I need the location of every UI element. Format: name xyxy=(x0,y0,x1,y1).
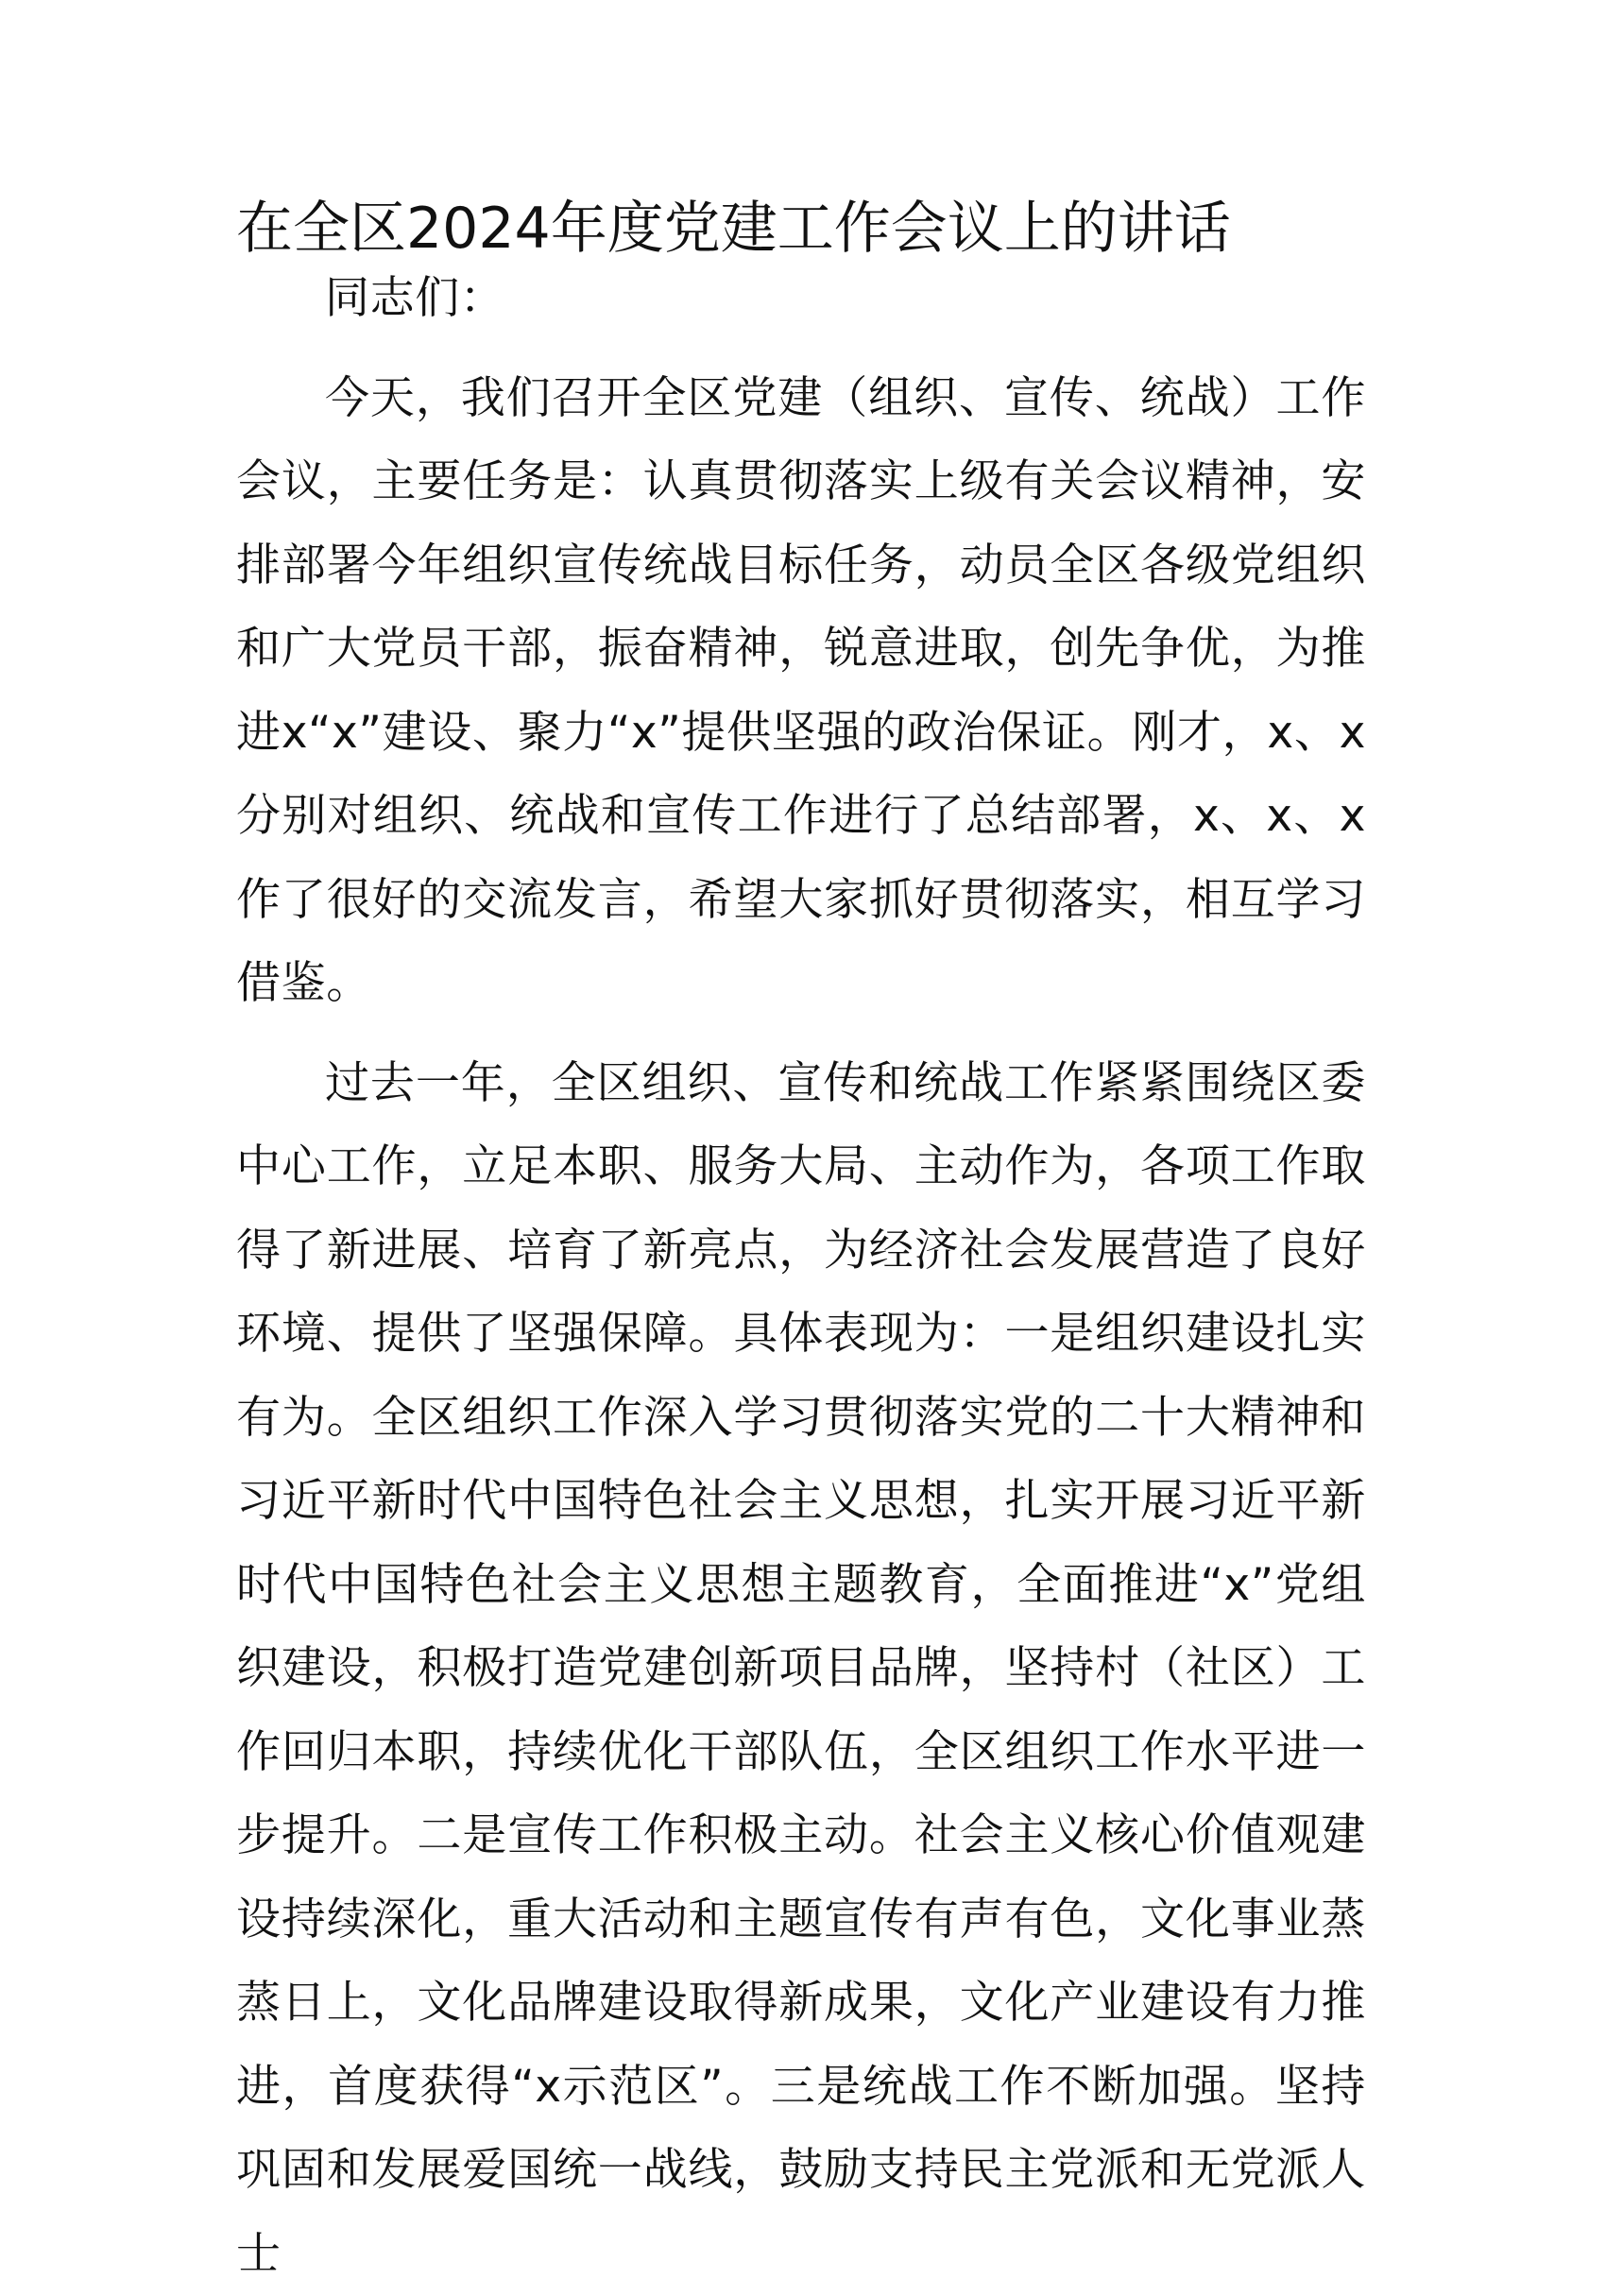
document-body xyxy=(236,257,1366,2296)
document-title: 在全区2024年度党建工作会议上的讲话 xyxy=(236,191,1370,266)
paragraph-2: 过去一年，全区组织、宣传和统战工作紧紧围绕区委中心工作，立足本职、服务大局、主动作为，各项工作取得了新进展、培育了新亮点，为经济社会发展营造了良好环境、提供了坚强保障。具体表现为：一是组织建设扎实有为。全区组织工作深入学习贯彻落实党的二十大精神和习近平新时代中国特色社会主义思想，扎实开展习近平新时代中国特色社会主义思想主题教育，全面推进“x”党组织建设，积极打造党建创新项目品牌，坚持村（社区）工作回归本职，持续优化干部队伍，全区组织工作水平进一步提升。二是宣传工作积极主动。社会主义核心价值观建设持续深化，重大活动和主题宣传有声有色，文化事业蒸蒸日上，文化品牌建设取得新成果，文化产业建设有力推进，首度获得“x示范区”。三是统战工作不断加强。坚持巩固和发展爱国统一战线，鼓励支持民主党派和无党派人士 xyxy=(236,1042,1366,2296)
paragraph-1: 今天，我们召开全区党建（组织、宣传、统战）工作会议，主要任务是：认真贯彻落实上级有关会议精神，安排部署今年组织宣传统战目标任务，动员全区各级党组织和广大党员干部，振奋精神，锐意进取，创先争优，为推进x“x”建设、聚力“x”提供坚强的政治保证。刚才，x、x分别对组织、统战和宣传工作进行了总结部署，x、x、x作了很好的交流发言，希望大家抓好贯彻落实，相互学习借鉴。 xyxy=(236,357,1366,1026)
salutation: 同志们： xyxy=(236,257,1366,341)
